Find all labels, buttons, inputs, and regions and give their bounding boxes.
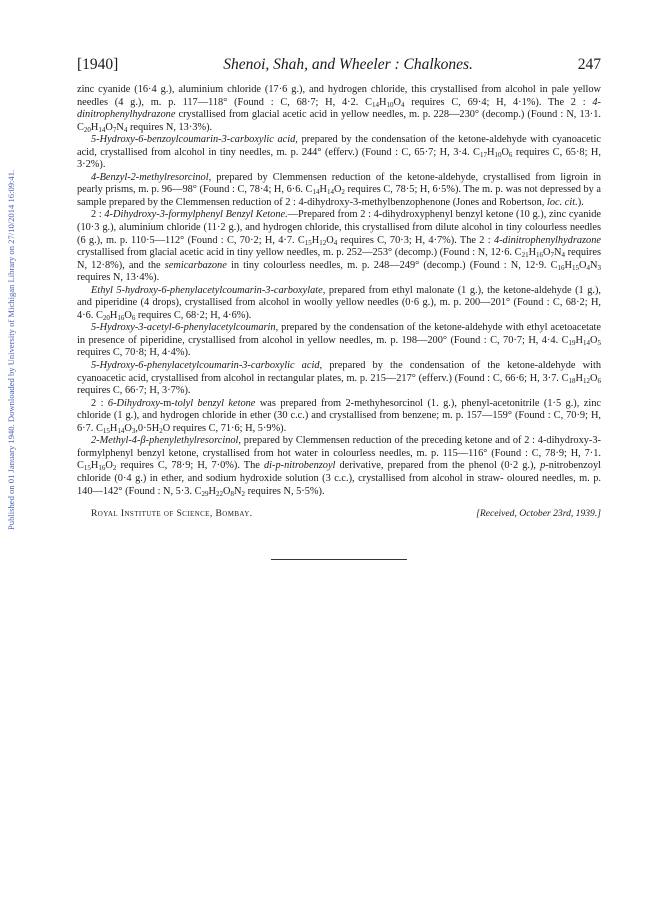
article-footer xyxy=(77,508,601,519)
paragraph-4: 2 : 4-Dihydroxy-3-formylphenyl Benzyl Ketone.—Prepared from 2 : 4-dihydroxyphenyl benzyl ketone (10 g.), zinc cyanide (10·3 g.), aluminium chloride (11·2 g.), and hydrogen chloride, this crystallised from dilute alcohol in tiny colourless needles (6 g.), m. p. 110·5—112° (Found : C, 70·2; H, 4·7. $C_{15}H_{12}O_4$ requires C, 70·3; H, 4·7%). The 2 : 4-dinitrophenylhydrazone crystallised from glacial acetic acid in tiny yellow needles, m. p. 252—253° (decomp.) (Found : N, 12·6. $C_{21}H_{16}O_7N_4$ requires N, 12·8%), and the semicarbazone in tiny colourless needles, m. p. 248—249° (decomp.) (Found : N, 12·9. $C_{16}H_{15}O_4N_3$ requires N, 13·4%). xyxy=(77,209,601,284)
paragraph-6: 5-Hydroxy-3-acetyl-6-phenylacetylcoumarin, prepared by the condensation of the ketone-aldehyde with ethyl acetoacetate in presence of piperidine, crystallised from alcohol in yellow needles, m. p. 198—200° (Found : C, 70·7; H, 4·4. $C_{19}H_{14}O_5$ requires C, 70·8; H, 4·4%). xyxy=(77,322,601,359)
paragraph-5: Ethyl 5-hydroxy-6-phenylacetylcoumarin-3-carboxylate, prepared from ethyl malonate (1 g.), the ketone-aldehyde (1 g.), and piperidine (4 drops), crystallised from alcohol in woolly yellow needles (0·6 g.), m. p. 200—201° (Found : C, 68·2; H, 4·6. $C_{20}H_{16}O_6$ requires C, 68·2; H, 4·6%). xyxy=(77,284,601,322)
paragraph-2: 5-Hydroxy-6-benzoylcoumarin-3-carboxylic acid, prepared by the condensation of the ketone-aldehyde with cyanoacetic acid, crystallised from alcohol in tiny needles, m. p. 244° (efferv.) (Found : C, 65·7; H, 3·4. $C_{17}H_{10}O_6$ requires C, 65·8; H, 3·2%). xyxy=(77,134,601,171)
header-year: [1940] xyxy=(77,56,119,73)
journal-page xyxy=(77,56,601,560)
download-watermark: Published on 01 January 1940. Downloaded by University of Michigan Library on 27/10/2014 16:09:41. xyxy=(6,169,16,531)
institution-name: Royal Institute of Science, Bombay. xyxy=(91,508,253,520)
end-rule-divider xyxy=(271,559,407,560)
paragraph-7: 5-Hydroxy-6-phenylacetylcoumarin-3-carboxylic acid, prepared by the condensation of the ketone-aldehyde with cyanoacetic acid, crystallised from alcohol in rectangular plates, m. p. 215—217° (efferv.) (Found : C, 66·6; H, 3·7. $C_{18}H_{12}O_6$ requires C, 66·7; H, 3·7%). xyxy=(77,360,601,397)
header-page-number: 247 xyxy=(577,56,601,73)
article-body xyxy=(77,84,601,498)
paragraph-8: 2 : 6-Dihydroxy-m-tolyl benzyl ketone was prepared from 2-methyhesorcinol (1. g.), phenyl-acetonitrile (1·5 g.), zinc chloride (1 g.), and hydrogen chloride in ether (30 c.c.) and crystallised from benzene; m. p. 157—159° (Found : C, 70·9; H, 6·7. $C_{15}H_{14}O_3,0\cdot 5H_2O$ requires C, 71·6; H, 5·9%). xyxy=(77,397,601,435)
paragraph-9: 2-Methyl-4-β-phenylethylresorcinol, prepared by Clemmensen reduction of the preceding ketone and of 2 : 4-dihydroxy-3-formylphenyl benzyl ketone, crystallised from hot water in colourless needles, m. p. 115—116° (Found : C, 78·9; H, 7·1. $C_{15}H_{16}O_2$ requires C, 78·9; H, 7·0%). The di-p-nitrobenzoyl derivative, prepared from the phenol (0·2 g.), p-nitrobenzoyl chloride (0·4 g.) in ether, and sodium hydroxide solution (3 c.c.), crystallised from alcohol in straw- oloured needles, m. p. 140—142° (Found : N, 5·3. $C_{29}H_{22}O_8N_2$ requires N, 5·5%). xyxy=(77,435,601,498)
paragraph-3: 4-Benzyl-2-methylresorcinol, prepared by Clemmensen reduction of the ketone-aldehyde, crystallised from ligroin in pearly prisms, m. p. 96—98° (Found : C, 78·4; H, 6·6. $C_{14}H_{14}O_2$ requires C, 78·5; H, 6·5%). The m. p. was not depressed by a sample prepared by the Clemmensen reduction of 2 : 4-dihydroxy-3-methylbenzophenone (Jones and Robertson, loc. cit.). xyxy=(77,171,601,208)
paragraph-1: zinc cyanide (16·4 g.), aluminium chloride (17·6 g.), and hydrogen chloride, this crystallised from alcohol in pale yellow needles (4 g.), m. p. 117—118° (Found : C, 68·7; H, 4·2. $C_{14}H_{10}O_4$ requires C, 69·4; H, 4·1%). The 2 : 4-dinitrophenylhydrazone crystallised from glacial acetic acid in yellow needles, m. p. 228—230° (decomp.) (Found : N, 13·1. $C_{20}H_{14}O_7N_4$ requires N, 13·3%). xyxy=(77,84,601,134)
received-date: [Received, October 23rd, 1939.] xyxy=(476,508,601,520)
header-title: Shenoi, Shah, and Wheeler : Chalkones. xyxy=(223,56,473,73)
running-header xyxy=(77,56,601,82)
